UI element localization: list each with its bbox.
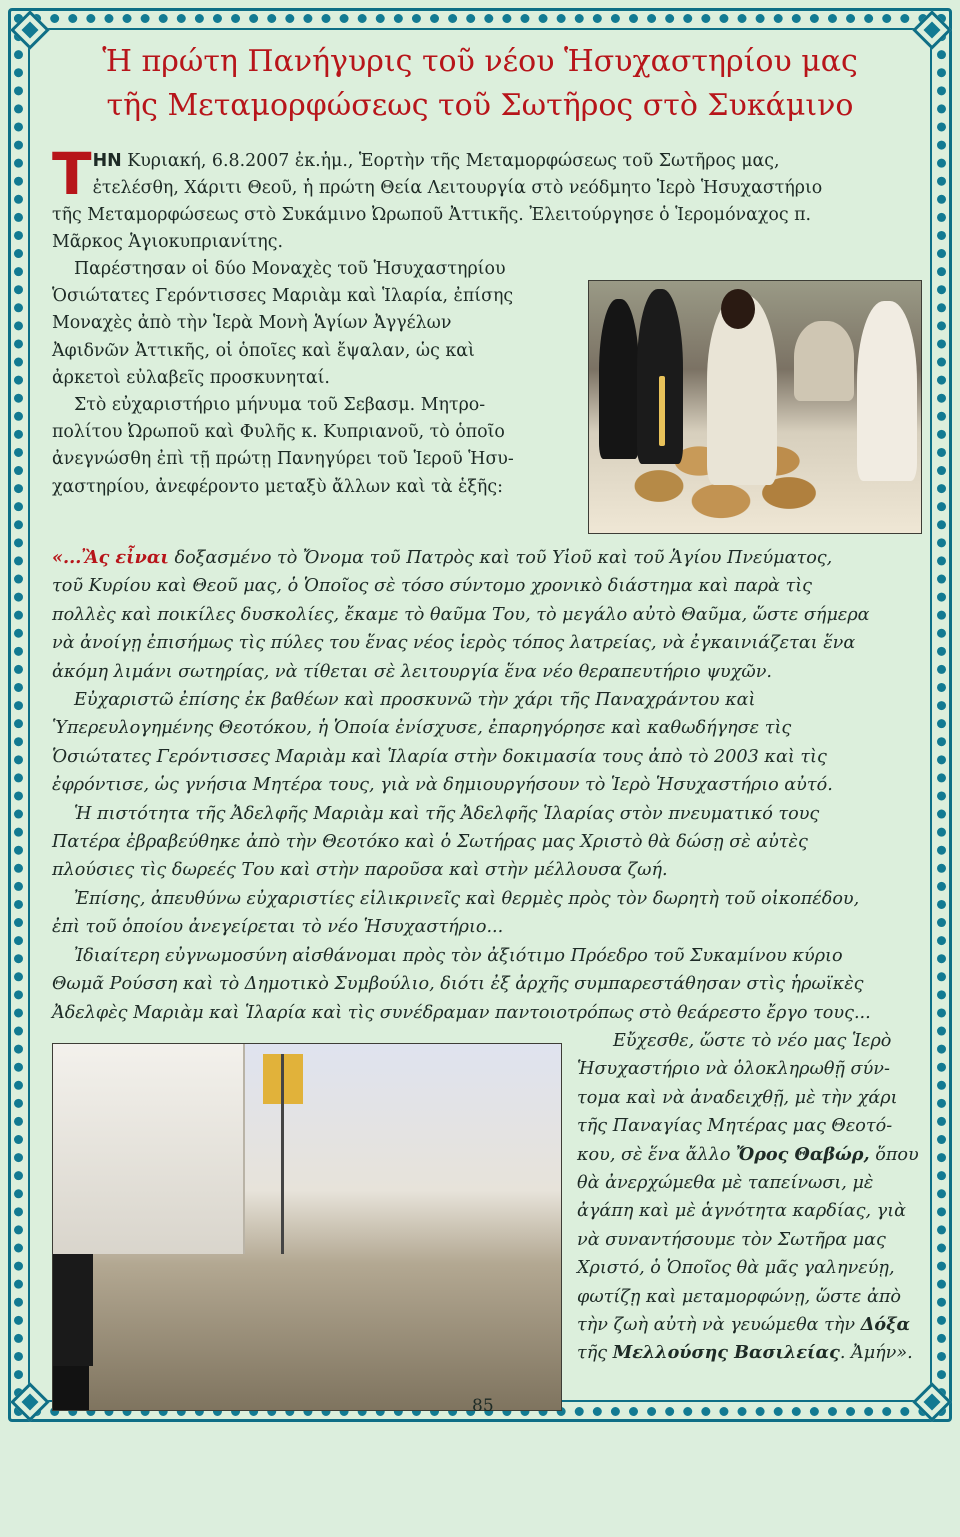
closing-text: τῆς	[577, 1343, 613, 1364]
article	[52, 38, 919, 1537]
closing-line: θὰ ἀνερχώμεθα μὲ ταπείνωσι, μὲ	[577, 1172, 874, 1193]
photo-figure-people	[794, 321, 854, 401]
closing-line	[577, 1311, 912, 1339]
intro-line: ἐτελέσθη, Χάριτι Θεοῦ, ἡ πρώτη Θεία Λειτουργία στὸ νεόδμητο Ἱερὸ Ἡσυχαστήριο	[92, 178, 823, 198]
quote-line: Ὁσιώτατες Γερόντισσες Μαριὰμ καὶ Ἱλαρία στὴν δοκιμασία τους ἀπὸ τὸ 2003 καὶ τὶς	[52, 746, 827, 767]
quote-line: Ἰδιαίτερη εὐγνωμοσύνη αἰσθάνομαι πρὸς τὸν ἀξιότιμο Πρόεδρο τοῦ Συκαμίνου κύριο	[74, 945, 843, 966]
drop-cap-letter: T	[52, 140, 90, 208]
closing-line: φωτίζῃ καὶ μεταμορφώνῃ, ὥστε ἀπὸ	[577, 1286, 901, 1307]
quote-line: Θωμᾶ Ρούσση καὶ τὸ Δημοτικὸ Συμβούλιο, διότι ἐξ ἀρχῆς συμπαρεστάθησαν στὶς ἡρωϊκὲς	[52, 974, 864, 995]
glory-text: Δόξα	[860, 1313, 911, 1335]
photo-figure-priest-head	[721, 289, 755, 329]
quote-line-text: δοξασμένο τὸ Ὄνομα τοῦ Πατρὸς καὶ τοῦ Υἱοῦ καὶ τοῦ Ἁγίου Πνεύματος,	[168, 548, 833, 568]
quote-line: Ὑπερευλογημένης Θεοτόκου, ἡ Ὁποία ἐνίσχυσε, ἐπαρηγόρησε καὶ καθωδήγησε τὶς	[52, 718, 792, 739]
quote-line: Ἐπίσης, ἀπευθύνω εὐχαριστίες εἰλικρινεῖς καὶ θερμὲς πρὸς τὸν δωρητὴ τοῦ οἰκοπέδου,	[74, 888, 860, 909]
closing-text: τὴν ζωὴ αὐτὴ νὰ γευώμεθα τὴν	[577, 1314, 861, 1335]
procession-photo	[52, 1043, 562, 1411]
intro-line-text: Κυριακή, 6.8.2007 ἐκ.ἡμ., Ἑορτὴν τῆς Μεταμορφώσεως τοῦ Σωτῆρος μας,	[121, 151, 780, 171]
photo-flagpole	[281, 1054, 284, 1254]
intro-paragraph	[52, 140, 908, 256]
body-line: Παρέστησαν οἱ δύο Μοναχὲς τοῦ Ἡσυχαστηρίου	[74, 259, 506, 279]
intro-line	[52, 148, 908, 175]
page-number: 85	[472, 1396, 494, 1416]
quote-line: Ἡ πιστότητα τῆς Ἀδελφῆς Μαριὰμ καὶ τῆς Ἀδελφῆς Ἱλαρίας στὸν πνευματικό τους	[74, 803, 820, 824]
closing-section	[52, 1027, 919, 1537]
closing-line: ἀγάπη καὶ μὲ ἁγνότητα καρδίας, γιὰ	[577, 1201, 906, 1222]
quote-opening: «...Ἂς εἶναι	[52, 547, 169, 568]
photo-candle	[659, 376, 665, 446]
closing-paragraph	[577, 1027, 919, 1368]
body-line: Ἀφιδνῶν Ἀττικῆς, οἱ ὁποῖες καὶ ἔψαλαν, ὡς καὶ	[52, 340, 475, 361]
article-title	[52, 40, 908, 128]
photo-building	[53, 1044, 245, 1254]
body-line: Ὁσιώτατες Γερόντισσες Μαριὰμ καὶ Ἱλαρία, ἐπίσης	[52, 286, 514, 307]
closing-text: . Ἀμήν».	[839, 1343, 913, 1364]
closing-text: κου, σὲ ἕνα ἄλλο	[577, 1144, 737, 1165]
body-line: πολίτου Ὠρωποῦ καὶ Φυλῆς κ. Κυπριανοῦ, τὸ ὁποῖο	[52, 422, 505, 443]
drop-cap	[52, 140, 90, 208]
title-line-1: Ἡ πρώτη Πανήγυρις τοῦ νέου Ἡσυχαστηρίου μας	[102, 44, 858, 79]
quote-line: Εὐχαριστῶ ἐπίσης ἐκ βαθέων καὶ προσκυνῶ τὴν χάρι τῆς Παναχράντου καὶ	[74, 690, 756, 711]
quote-line: πολλὲς καὶ ποικίλες δυσκολίες, ἔκαμε τὸ θαῦμα Του, τὸ μεγάλο αὐτὸ Θαῦμα, ὥστε σήμερα	[52, 604, 870, 625]
closing-line	[577, 1339, 912, 1367]
quote-line: ἐφρόντισε, ὡς γνήσια Μητέρα τους, γιὰ νὰ δημιουργήσουν τὸ Ἱερὸ Ἡσυχαστήριο αὐτό.	[52, 775, 833, 796]
quote-line: τοῦ Κυρίου καὶ Θεοῦ μας, ὁ Ὁποῖος σὲ τόσο σύντομο χρονικὸ διάστημα καὶ παρὰ τὶς	[52, 576, 813, 597]
body-line: ἀρκετοὶ εὐλαβεῖς προσκυνηταί.	[52, 367, 330, 388]
quote-line: νὰ ἀνοίγῃ ἐπισήμως τὶς πύλες του ἕνας νέος ἱερὸς τόπος λατρείας, νὰ ἐγκαινιάζεται ἕνα	[52, 633, 856, 654]
closing-line: τῆς Παναγίας Μητέρας μας Θεοτό-	[577, 1116, 893, 1137]
closing-line: Εὔχεσθε, ὥστε τὸ νέο μας Ἱερὸ	[613, 1030, 892, 1051]
quote-line: ἀκόμη λιμάνι σωτηρίας, νὰ τίθεται σὲ λειτουργία ἕνα νέο θεραπευτήριο ψυχῶν.	[52, 661, 773, 682]
closing-line: Χριστό, ὁ Ὁποῖος θὰ μᾶς γαληνεύῃ,	[577, 1258, 895, 1279]
kingdom-text: Μελλούσης Βασιλείας	[612, 1342, 840, 1364]
closing-text: ὅπου	[869, 1144, 919, 1165]
attendance-paragraph	[52, 256, 567, 501]
quote-line: πλούσιες τὶς δωρεές Του καὶ στὴν παροῦσα καὶ στὴν μέλλουσα ζωή.	[52, 860, 668, 881]
intro-line: Μᾶρκος Ἁγιοκυπριανίτης.	[52, 232, 283, 252]
body-line: ἀνεγνώσθη ἐπὶ τῇ πρώτῃ Πανηγύρει τοῦ Ἱεροῦ Ἡσυ-	[52, 449, 514, 470]
intro-line: τῆς Μεταμορφώσεως στὸ Συκάμινο Ὠρωποῦ Ἀττικῆς. Ἐλειτούργησε ὁ Ἱερομόναχος π.	[52, 205, 812, 225]
photo-figure-nun	[53, 1366, 89, 1411]
quote-line: Πατέρα ἐβραβεύθηκε ἀπὸ τὴν Θεοτόκο καὶ ὁ Σωτήρας μας Χριστὸ θὰ δώσῃ σὲ αὐτὲς	[52, 832, 808, 853]
quote-line: ἐπὶ τοῦ ὁποίου ἀνεγείρεται τὸ νέο Ἡσυχαστήριο...	[52, 917, 504, 938]
text-photo-section	[52, 256, 908, 532]
liturgy-photo	[588, 280, 922, 534]
drop-cap-rest: ΗΝ	[92, 151, 122, 171]
title-line-2: τῆς Μεταμορφώσεως τοῦ Σωτῆρος στὸ Συκάμινο	[106, 88, 854, 123]
closing-line: νὰ συναντήσουμε τὸν Σωτῆρα μας	[577, 1229, 886, 1250]
body-line: χαστηρίου, ἀνεφέροντο μεταξὺ ἄλλων καὶ τὰ ἑξῆς:	[52, 476, 503, 497]
quote-line: Ἀδελφὲς Μαριὰμ καὶ Ἱλαρία καὶ τὶς συνέδραμαν παντοιοτρόπως στὸ θεάρεστο ἔργο τους...	[52, 1002, 871, 1023]
body-line: Στὸ εὐχαριστήριο μήνυμα τοῦ Σεβασμ. Μητρο-	[74, 395, 486, 416]
body-line: Μοναχὲς ἀπὸ τὴν Ἱερὰ Μονὴ Ἁγίων Ἀγγέλων	[52, 313, 452, 334]
closing-line	[577, 1141, 919, 1169]
closing-line: τομα καὶ νὰ ἀναδειχθῇ, μὲ τὴν χάρι	[577, 1087, 898, 1108]
message-quote	[52, 544, 908, 1027]
quote-line	[52, 544, 908, 572]
photo-figure-people	[857, 301, 917, 481]
mount-tabor-text: Ὄρος Θαβώρ,	[736, 1143, 870, 1165]
photo-figure-nun	[599, 299, 639, 459]
closing-line: Ἡσυχαστήριο νὰ ὁλοκληρωθῇ σύν-	[577, 1059, 890, 1080]
